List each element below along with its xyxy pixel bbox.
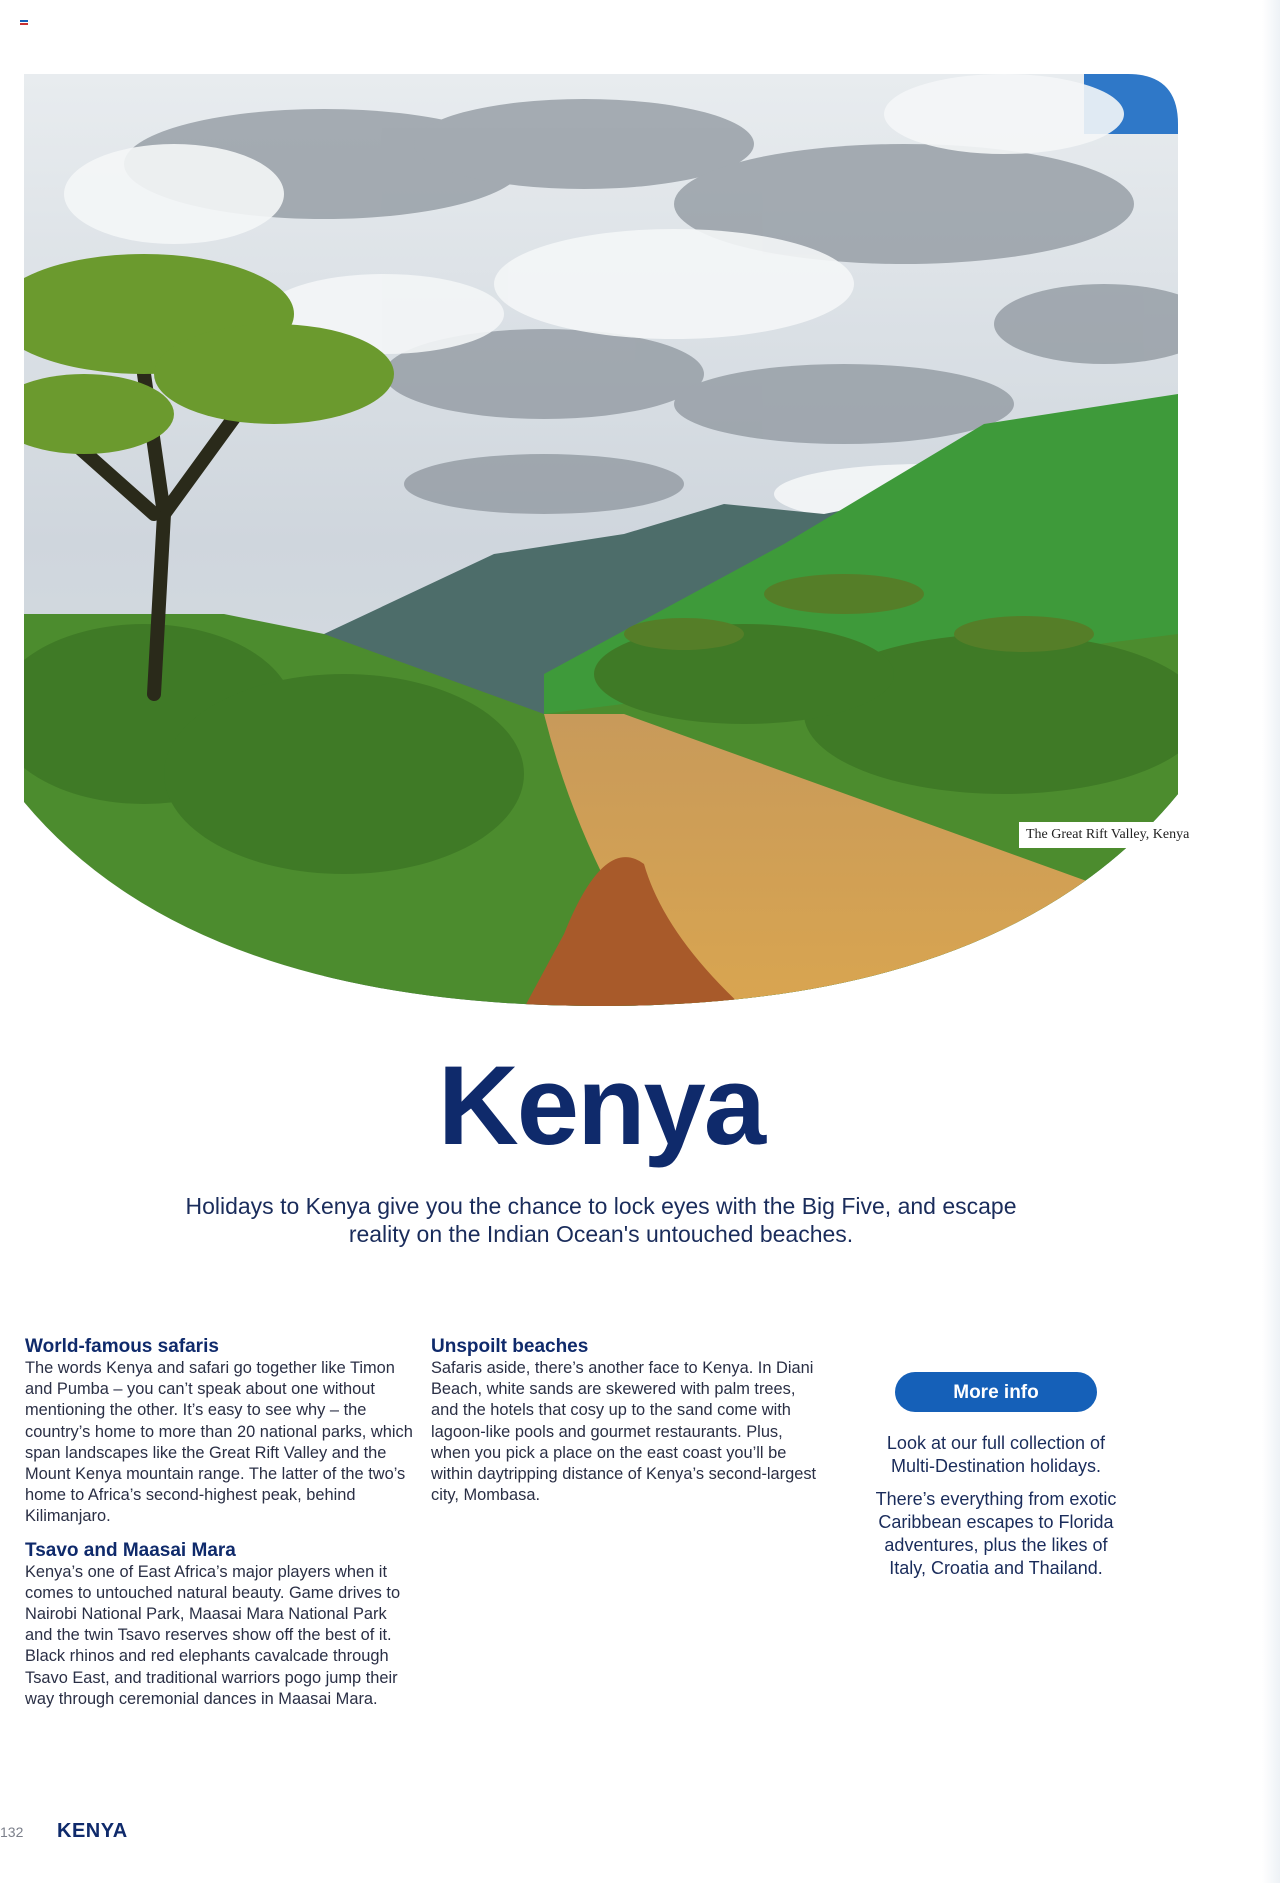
cta-panel — [870, 1372, 1122, 1590]
hero-image — [24, 74, 1190, 1008]
more-info-button[interactable]: More info — [895, 1372, 1097, 1412]
cta-text-collection: Look at our full collection of Multi-Destination holidays. — [886, 1433, 1106, 1476]
column-middle — [431, 1336, 823, 1518]
column-left — [25, 1336, 415, 1722]
section-body-safaris: The words Kenya and safari go together like Timon and Pumba – you can’t speak about one without mentioning the other. It’s easy to see why – the country’s home to more than 20 national parks, which span landscapes like the Great Rift Valley and the Mount Kenya mountain range. The latter of the two’s home to Africa’s second-highest peak, behind Kilimanjaro. — [25, 1359, 413, 1526]
section-body-tsavo: Kenya’s one of East Africa’s major players when it comes to untouched natural beauty. Game drives to Nairobi National Park, Maasai Mara National Park and the twin Tsavo reserves show off the best of it. Black rhinos and red elephants cavalcade through Tsavo East, and traditional warriors pogo jump their way through ceremonial dances in Maasai Mara. — [25, 1562, 401, 1708]
page-number: 132 — [0, 1824, 24, 1840]
cta-text-destinations: There’s everything from exotic Caribbean escapes to Florida adventures, plus the likes of Italy, Croatia and Thailand. — [875, 1489, 1117, 1578]
section-heading-tsavo: Tsavo and Maasai Mara — [25, 1539, 236, 1561]
section-heading-beaches: Unspoilt beaches — [431, 1336, 589, 1357]
footer-section-label: KENYA — [57, 1820, 128, 1842]
photo-caption: The Great Rift Valley, Kenya — [1019, 822, 1196, 848]
section-heading-safaris: World-famous safaris — [25, 1336, 219, 1357]
section-body-beaches: Safaris aside, there’s another face to Kenya. In Diani Beach, white sands are skewered with palm trees, and the hotels that cosy up to the sand come with lagoon-like pools and gourmet restaurants. Plus, when you pick a place on the east coast you’ll be within daytripping distance of Kenya’s second-largest city, Mombasa. — [431, 1359, 817, 1505]
menu-icon[interactable] — [20, 20, 28, 26]
intro-text: Holidays to Kenya give you the chance to lock eyes with the Big Five, and escape reality on the Indian Ocean's untouched beaches. — [185, 1193, 1017, 1247]
page-title: Kenya — [437, 1043, 765, 1168]
